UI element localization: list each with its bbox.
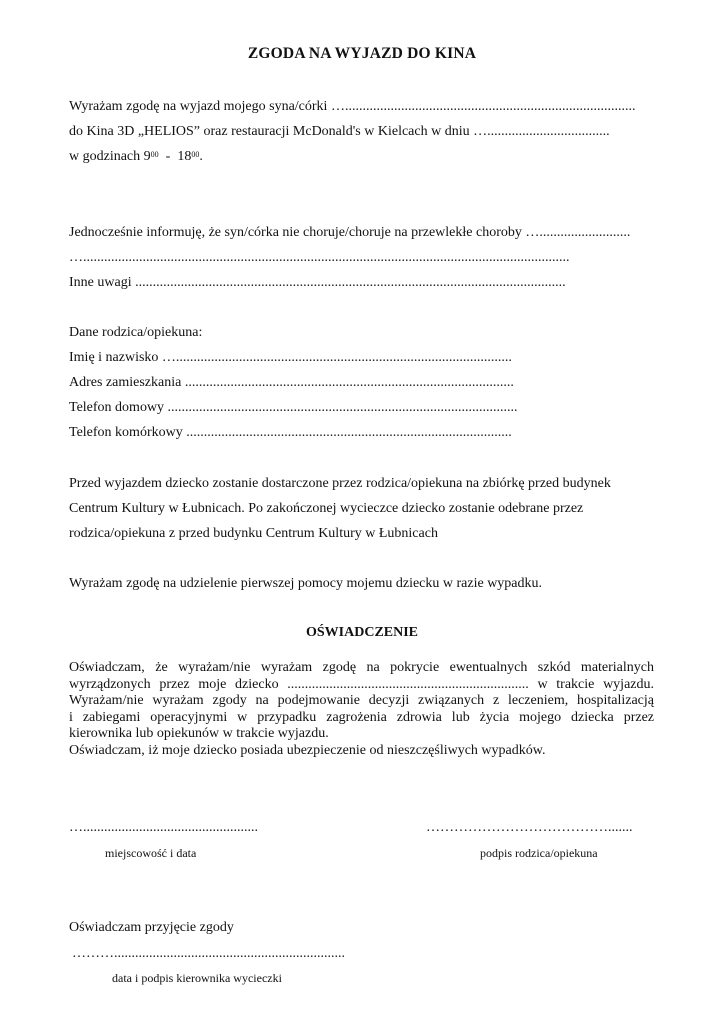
declaration-line-3: Wyrażam/nie wyrażam zgody na podejmowanie decyzji związanych z leczeniem, hospitalizacją xyxy=(69,693,654,708)
signature-left-label: miejscowość i data xyxy=(105,846,197,860)
signature-left-dots: ….................................................. xyxy=(69,820,258,835)
signature-right-label: podpis rodzica/opiekuna xyxy=(480,846,598,860)
parent-name-field: Imię i nazwisko …................................................................................................ xyxy=(69,350,512,365)
pickup-line-3: rodzica/opiekuna z przed budynku Centrum Kultury w Łubnicach xyxy=(69,526,438,541)
declaration-body xyxy=(69,660,654,759)
declaration-line-2: wyrządzonych przez moje dziecko ..................................................................... w trakcie wyjazdu. xyxy=(69,676,654,692)
declaration-line-4: i zabiegami operacyjnymi w przypadku zagrożenia zdrowia lub życia mojego dziecka przez xyxy=(69,709,654,725)
parent-phone-home-field: Telefon domowy .................................................................................................... xyxy=(69,400,518,415)
declaration-line-5: kierownika lub opiekunów w trakcie wyjazdu. xyxy=(69,726,329,741)
consent-line-2: do Kina 3D „HELIOS” oraz restauracji McDonald's w Kielcach w dniu …................................... xyxy=(69,124,610,139)
parent-phone-mobile-field: Telefon komórkowy ............................................................................................. xyxy=(69,425,512,440)
first-aid-consent: Wyrażam zgodę na udzielenie pierwszej pomocy mojemu dziecku w razie wypadku. xyxy=(69,576,543,591)
consent-line-1: Wyrażam zgodę na wyjazd mojego syna/córki …................................................................................... xyxy=(69,99,636,114)
pickup-line-2: Centrum Kultury w Łubnicach. Po zakończonej wycieczce dziecko zostanie odebrane przez xyxy=(69,501,584,516)
hours-prefix: w godzinach 9 xyxy=(69,149,151,164)
health-line-2: …........................................................................................................................................... xyxy=(69,250,570,265)
hours-mid: - 18 xyxy=(158,149,192,164)
leader-signature-label: data i podpis kierownika wycieczki xyxy=(112,971,282,985)
declaration-heading: OŚWIADCZENIE xyxy=(305,625,419,640)
hours-start-sup: 00 xyxy=(150,150,159,159)
hours-suffix: . xyxy=(199,149,203,164)
declaration-line-6: Oświadczam, iż moje dziecko posiada ubezpieczenie od nieszczęśliwych wypadków. xyxy=(69,742,546,758)
health-line-1: Jednocześnie informuję, że syn/córka nie choruje/choruje na przewlekłe choroby ….......................... xyxy=(69,225,631,240)
page-title: ZGODA NA WYJAZD DO KINA xyxy=(247,45,477,62)
parent-heading: Dane rodzica/opiekuna: xyxy=(69,325,203,340)
declaration-line-1: Oświadczam, że wyrażam/nie wyrażam zgodę na pokrycie ewentualnych szkód materialnych xyxy=(69,660,654,675)
leader-acceptance: Oświadczam przyjęcie zgody xyxy=(69,920,234,935)
hours-end-sup: 00 xyxy=(191,150,200,159)
leader-signature-dots: ……….................................................................. xyxy=(72,946,345,961)
signature-right-dots: …………………………………....... xyxy=(426,820,633,835)
consent-line-3 xyxy=(69,149,203,165)
parent-address-field: Adres zamieszkania .............................................................................................. xyxy=(69,375,514,390)
pickup-line-1: Przed wyjazdem dziecko zostanie dostarczone przez rodzica/opiekuna na zbiórkę przed budynek xyxy=(69,476,611,491)
health-other-remarks: Inne uwagi ........................................................................................................................... xyxy=(69,275,566,290)
